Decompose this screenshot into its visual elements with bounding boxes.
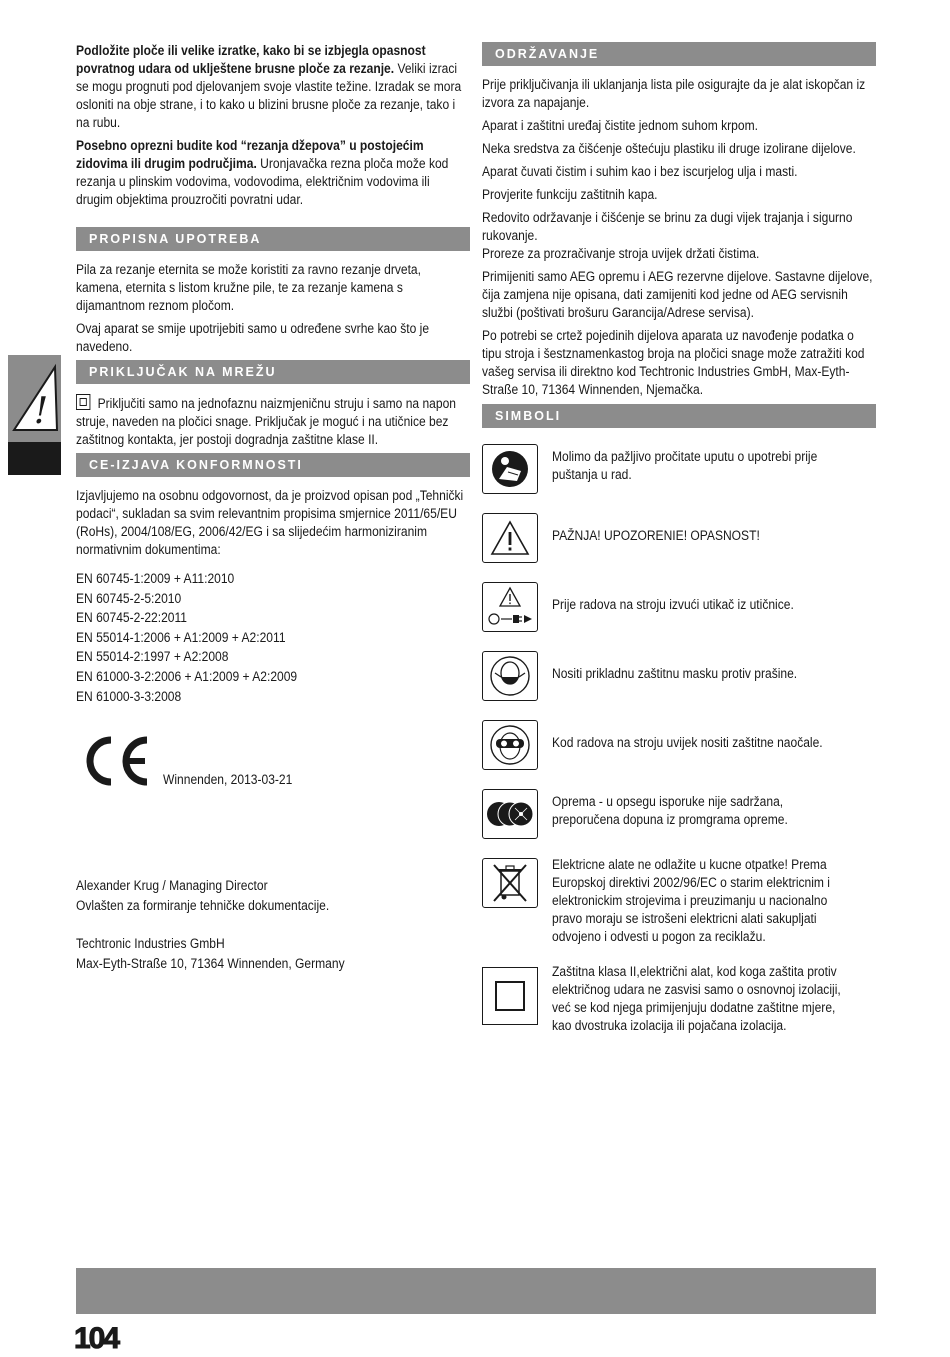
symbol-text: Oprema - u opsegu isporuke nije sadržana, preporučena dopuna iz promgrama opreme.: [552, 794, 788, 827]
symbol-text: Nositi prikladnu zaštitnu masku protiv prašine.: [552, 666, 798, 681]
safety-goggles-icon: [482, 720, 538, 770]
standard-item: EN 60745-2-22:2011: [76, 610, 188, 626]
side-tab-dark: [8, 442, 61, 475]
symbol-text: Elektricne alate ne odlažite u kucne otpatke! Prema Europskoj direktivi 2002/96/EC o starim elektricnim i elektronickim strojevima i preuzimanju u nacionalno pravo moraju se istrošeni elektricni alati sakupljati odvojeno i odvesti u pogon za reciklažu.: [552, 857, 830, 944]
unplug-icon: [482, 582, 538, 632]
class-ii-icon: [482, 967, 538, 1025]
section-header-ce: CE-IZJAVA KONFORMNOSTI: [76, 453, 470, 477]
right-column: [482, 42, 876, 1034]
paragraph: Izjavljujemo na osobnu odgovornost, da je proizvod opisan pod „Tehnički podaci“, sukladan sa svim relevantnim propisima smjernice 2011/65/EU (RoHs), 2004/108/EG, 2006/42/EG i sa slijedećim harmoniziranim normativnim dokumentima:: [76, 488, 464, 557]
ce-place-date: Winnenden, 2013-03-21: [163, 772, 293, 788]
signer-role: Ovlašten za formiranje tehničke dokumentacije.: [76, 897, 330, 913]
signature-block: [76, 876, 470, 973]
warning-tab-icon: [8, 355, 61, 442]
symbol-row: [482, 858, 876, 965]
ce-block: [76, 736, 470, 816]
paragraph: Prije priključivanja ili uklanjanja lista pile osigurajte da je alat iskopčan iz izvora za napajanje.: [482, 77, 866, 110]
standard-item: EN 55014-1:2006 + A1:2009 + A2:2011: [76, 629, 286, 645]
section-header-use: PROPISNA UPOTREBA: [76, 227, 470, 251]
paragraph: Redovito održavanje i čišćenje se brinu za dugi vijek trajanja i sigurno rukovanje. Proreze za prozračivanje stroja uvijek držati čistima.: [482, 210, 853, 261]
paragraph: Neka sredstva za čišćenje oštećuju plastiku ili druge izolirane dijelove.: [482, 141, 856, 156]
weee-bin-icon: [482, 858, 538, 908]
symbol-text: Prije radova na stroju izvući utikač iz utičnice.: [552, 597, 794, 612]
symbol-row: [482, 513, 876, 582]
symbol-text: Zaštitna klasa II,električni alat, kod koga zaštita protiv električnog udara ne zasvisi samo o osnovnoj izolaciji, već se kod njega primijenjuju dodatne zaštitne mjere, kao dvostruka izolacija ili pojačana izolacija.: [552, 964, 841, 1033]
warning-triangle-icon: [482, 513, 538, 563]
standard-item: EN 60745-1:2009 + A11:2010: [76, 571, 235, 586]
symbol-row: [482, 720, 876, 789]
left-column: [76, 42, 470, 974]
standard-item: EN 60745-2-5:2010: [76, 590, 182, 606]
symbol-row: [482, 444, 876, 513]
company-address: Max-Eyth-Straße 10, 71364 Winnenden, Germany: [76, 955, 345, 971]
symbol-text: Kod radova na stroju uvijek nositi zaštitne naočale.: [552, 735, 823, 750]
standard-item: EN 61000-3-2:2006 + A1:2009 + A2:2009: [76, 668, 298, 684]
paragraph: Podložite ploče ili velike izratke, kako bi se izbjegla opasnost povratnog udara od uklještene brusne ploče za rezanje. Veliki izraci se mogu prognuti pod djelovanjem svoje vlastite težine. Izradak se mora osloniti na obje strane, i to kako u blizini brusne ploče za rezanje, tako i na rubu.: [76, 43, 462, 130]
footer-bar: [76, 1268, 876, 1314]
paragraph: Posebno oprezni budite kod “rezanja džepova” u postojećim zidovima ili drugim područjima. Uronjavačka rezna ploča može kod rezanja u plinskim vodovima, vodovodima, električnim vodovima ili drugim objektima prouzročiti povratni udar.: [76, 138, 449, 207]
section-header-symbols: SIMBOLI: [482, 404, 876, 428]
paragraph: Aparat i zaštitni uređaj čistite jednom suhom krpom.: [482, 118, 758, 133]
paragraph: Aparat čuvati čistim i suhim kao i bez iscurjelog ulja i masti.: [482, 164, 798, 179]
class-ii-small-icon: [76, 394, 90, 410]
paragraph: Ovaj aparat se smije upotrijebiti samo u određene svrhe kao što je navedeno.: [76, 321, 430, 354]
paragraph: Provjerite funkciju zaštitnih kapa.: [482, 187, 658, 202]
symbol-row: [482, 965, 876, 1034]
symbol-row: [482, 651, 876, 720]
svg-text:!: !: [33, 391, 49, 432]
paragraph: Primijeniti samo AEG opremu i AEG rezervne dijelove. Sastavne dijelove, čija zamjena nije opisana, dati zamijeniti kod jedne od AEG servisnih službi (poštivati brošuru Garancija/Adrese servisa).: [482, 269, 873, 320]
symbol-text: Molimo da pažljivo pročitate uputu o upotrebi prije puštanja u rad.: [552, 449, 818, 482]
paragraph: Priključiti samo na jednofaznu naizmjeničnu struju i samo na napon struje, naveden na pločici snage. Priključak je moguć i na utičnice bez zaštitnog kontakta, jer postoji dogradnja zaštitne klase II.: [76, 396, 456, 447]
signer-name: Alexander Krug / Managing Director: [76, 878, 268, 894]
page-number: 104: [74, 1322, 119, 1355]
paragraph: Pila za rezanje eternita se može koristiti za ravno rezanje drveta, kamena, eternita s listom kružne pile, te za rezanje kamena s dijamantnom reznom pločom.: [76, 262, 421, 313]
read-manual-icon: [482, 444, 538, 494]
standard-item: EN 55014-2:1997 + A2:2008: [76, 649, 229, 665]
standard-item: EN 61000-3-3:2008: [76, 688, 182, 704]
symbol-text: PAŽNJA! UPOZORENIE! OPASNOST!: [552, 528, 760, 543]
symbol-row: [482, 582, 876, 651]
symbols-list: [482, 444, 876, 1034]
symbol-row: [482, 789, 876, 858]
standards-list: [76, 569, 470, 706]
paragraph: Po potrebi se crtež pojedinih dijelova aparata uz navođenje podatka o tipu stroja i šestznamenkastog broja na pločici snage može zatražiti kod vašeg servisa ili direktno kod Techtronic Industries GmbH, Max-Eyth-Straße 10, 71364 Winnenden, Njemačka.: [482, 328, 865, 397]
dust-mask-icon: [482, 651, 538, 701]
accessory-blades-icon: [482, 789, 538, 839]
company-name: Techtronic Industries GmbH: [76, 936, 225, 952]
ce-mark-icon: [81, 736, 153, 786]
section-header-mains: PRIKLJUČAK NA MREŽU: [76, 360, 470, 384]
section-header-maintenance: ODRŽAVANJE: [482, 42, 876, 66]
